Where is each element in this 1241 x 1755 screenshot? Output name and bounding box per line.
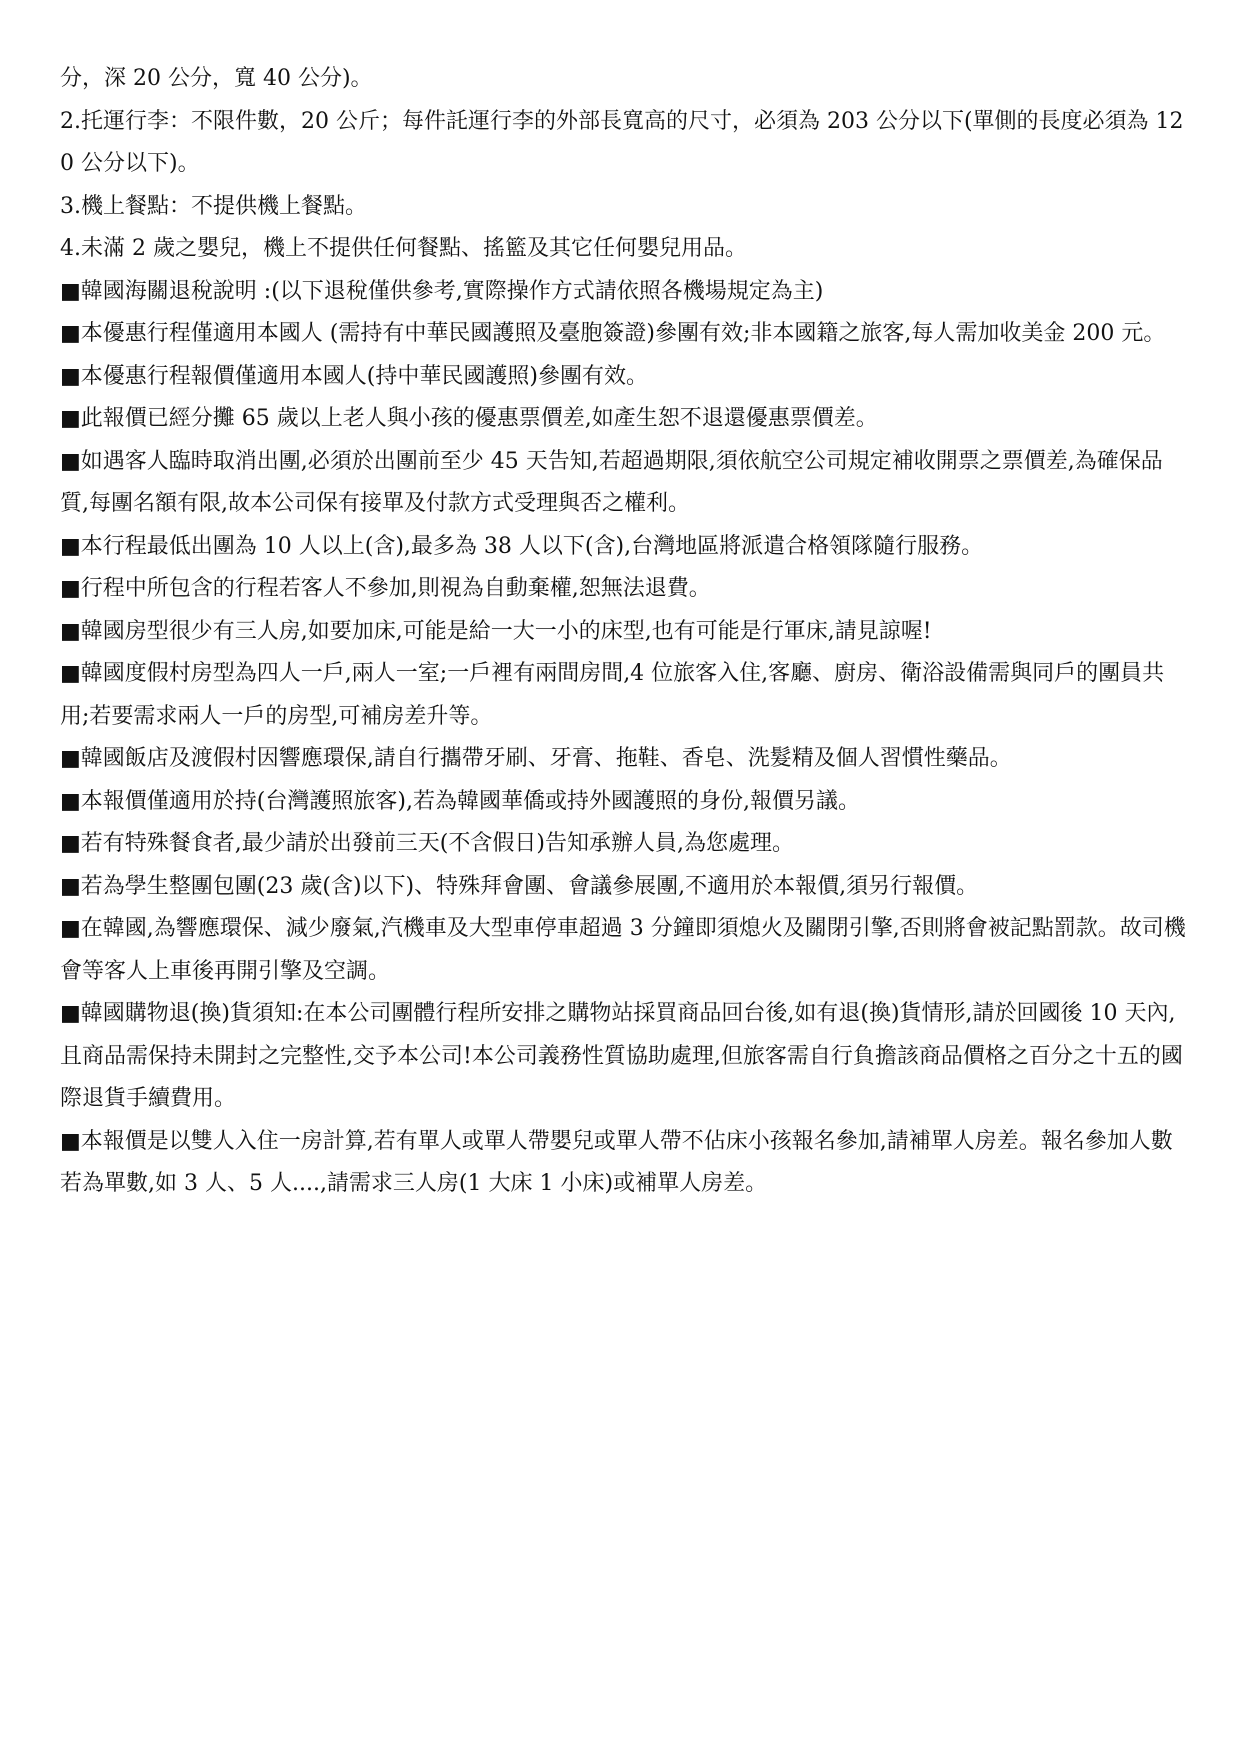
paragraph-single-supplement: ■本報價是以雙人入住一房計算,若有單人或單人帶嬰兒或單人帶不佔床小孩報名參加,請補單人房差。報名參加人數若為單數,如 3 人、5 人....,請需求三人房(1 大床 1 小床)或補單人房差。 xyxy=(60,1128,1173,1196)
paragraph-group-size: ■本行程最低出團為 10 人以上(含),最多為 38 人以下(含),台灣地區將派遣合格領隊隨行服務。 xyxy=(60,533,984,559)
paragraph-toiletries: ■韓國飯店及渡假村因響應環保,請自行攜帶牙刷、牙膏、拖鞋、香皂、洗髮精及個人習慣性藥品。 xyxy=(60,746,1012,771)
paragraph-passport-requirement: ■本優惠行程報價僅適用本國人(持中華民國護照)參團有效。 xyxy=(60,363,648,389)
paragraph-student-groups: ■若為學生整團包團(23 歲(含)以下)、特殊拜會團、會議參展團,不適用於本報價,須另行報價。 xyxy=(60,873,979,899)
paragraph-customs-tax-refund: ■韓國海關退稅說明 :(以下退稅僅供參考,實際操作方式請依照各機場規定為主) xyxy=(60,278,824,304)
paragraph-cancellation: ■如遇客人臨時取消出團,必須於出團前至少 45 天告知,若超過期限,須依航空公司規定補收開票之票價差,為確保品質,每團名額有限,故本公司保有接單及付款方式受理與否之權利。 xyxy=(60,448,1163,516)
paragraph-taiwan-passport: ■本報價僅適用於持(台灣護照旅客),若為韓國華僑或持外國護照的身份,報價另議。 xyxy=(60,788,860,814)
paragraph-triple-room: ■韓國房型很少有三人房,如要加床,可能是給一大一小的床型,也有可能是行軍床,請見諒喔! xyxy=(60,618,932,644)
paragraph-shopping-returns: ■韓國購物退(換)貨須知:在本公司團體行程所安排之購物站採買商品回台後,如有退(換)貨情形,請於回國後 10 天內,且商品需保持未開封之完整性,交予本公司!本公司義務性質協助處理,但旅客需自行負擔該商品價格之百分之十五的國際退貨手續費用。 xyxy=(60,1001,1183,1111)
paragraph-nationals-only: ■本優惠行程僅適用本國人 (需持有中華民國護照及臺胞簽證)參團有效;非本國籍之旅客,每人需加收美金 200 元。 xyxy=(60,321,1166,346)
paragraph-engine-idling: ■在韓國,為響應環保、減少廢氣,汽機車及大型車停車超過 3 分鐘即須熄火及關閉引擎,否則將會被記點罰款。故司機會等客人上車後再開引擎及空調。 xyxy=(60,916,1186,984)
paragraph-checked-baggage: 2.托運行李：不限件數，20 公斤；每件託運行李的外部長寬高的尺寸，必須為 203 公分以下(單側的長度必須為 120 公分以下)。 xyxy=(60,108,1184,176)
paragraph-infant-policy: 4.未滿 2 歲之嬰兒，機上不提供任何餐點、搖籃及其它任何嬰兒用品。 xyxy=(60,236,747,261)
paragraph-no-refund-skipped: ■行程中所包含的行程若客人不參加,則視為自動棄權,恕無法退費。 xyxy=(60,576,711,601)
document-page xyxy=(60,58,1190,1206)
paragraph-inflight-meals: 3.機上餐點：不提供機上餐點。 xyxy=(60,193,367,219)
paragraph-resort-room: ■韓國度假村房型為四人一戶,兩人一室;一戶裡有兩間房間,4 位旅客入住,客廳、廚房、衛浴設備需與同戶的團員共用;若要需求兩人一戶的房型,可補房差升等。 xyxy=(60,661,1165,729)
paragraph-dimensions-tail: 分，深 20 公分，寬 40 公分)。 xyxy=(60,66,373,91)
paragraph-special-meals: ■若有特殊餐食者,最少請於出發前三天(不含假日)告知承辦人員,為您處理。 xyxy=(60,831,794,856)
paragraph-senior-child-fare: ■此報價已經分攤 65 歲以上老人與小孩的優惠票價差,如產生恕不退還優惠票價差。 xyxy=(60,406,878,431)
